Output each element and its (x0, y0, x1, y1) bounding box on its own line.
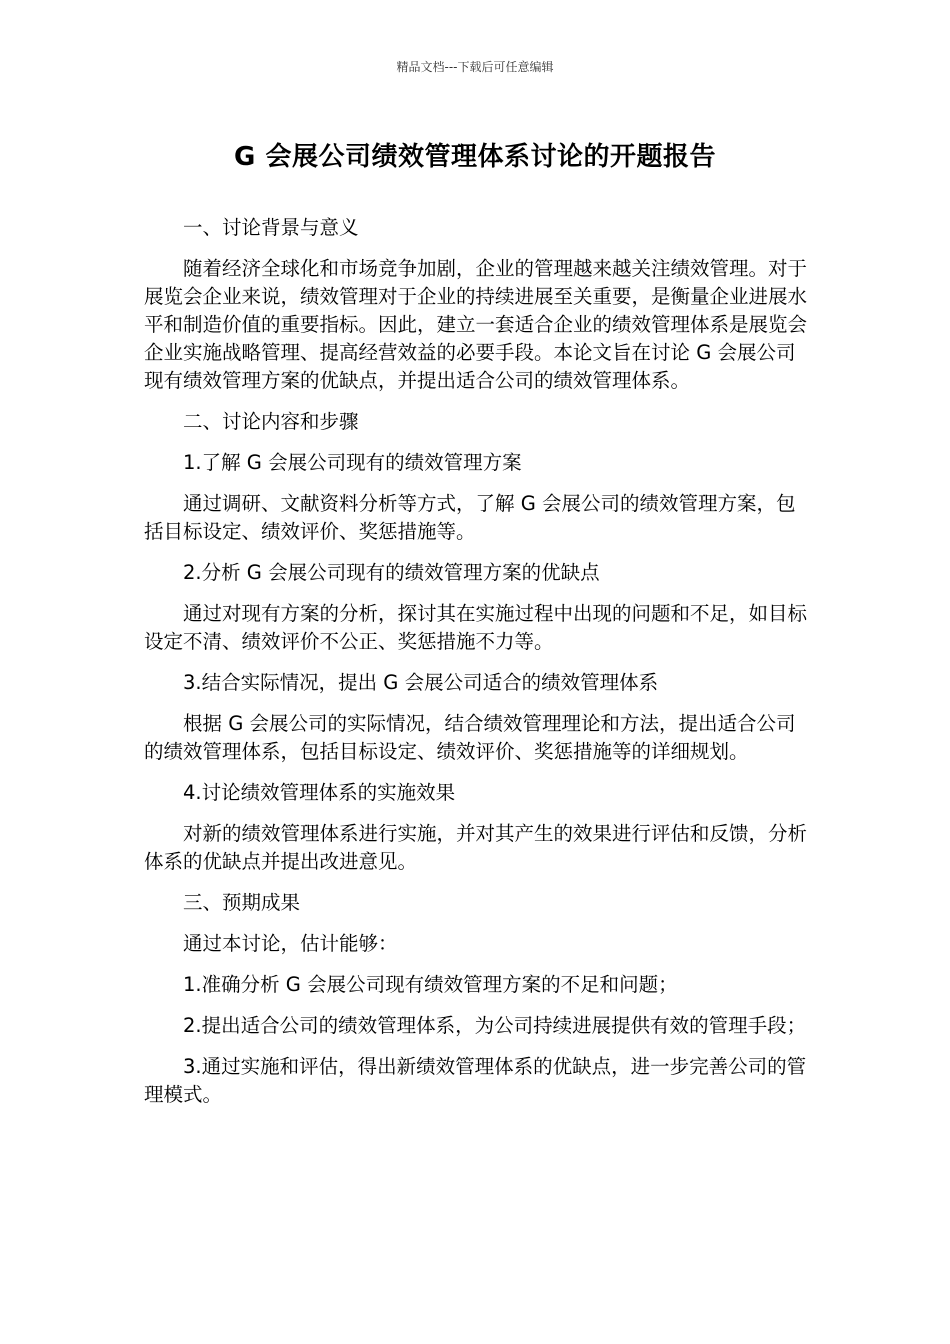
step-heading-4: 4.讨论绩效管理体系的实施效果 (183, 781, 456, 804)
step-paragraph-3: 根据 G 会展公司的实际情况，结合绩效管理理论和方法，提出适合公司的绩效管理体系，包括目标设定、绩效评价、奖惩措施等的详细规划。 (144, 712, 796, 763)
section-heading-expected-results: 三、预期成果 (183, 891, 301, 914)
document-title: G 会展公司绩效管理体系讨论的开题报告 (234, 142, 716, 172)
expected-result-2: 2.提出适合公司的绩效管理体系，为公司持续进展提供有效的管理手段； (183, 1014, 807, 1037)
paragraph-expected-intro: 通过本讨论，估计能够： (183, 932, 398, 955)
expected-result-3: 3.通过实施和评估，得出新绩效管理体系的优缺点，进一步完善公司的管理模式。 (144, 1055, 807, 1106)
step-heading-2: 2.分析 G 会展公司现有的绩效管理方案的优缺点 (183, 561, 600, 584)
step-heading-1: 1.了解 G 会展公司现有的绩效管理方案 (183, 451, 522, 474)
document-body (144, 214, 808, 1122)
paragraph-background: 随着经济全球化和市场竞争加剧，企业的管理越来越关注绩效管理。对于展览会企业来说，绩效管理对于企业的持续进展至关重要，是衡量企业进展水平和制造价值的重要指标。因此，建立一套适合企业的绩效管理体系是展览会企业实施战略管理、提高经营效益的必要手段。本论文旨在讨论 G 会展公司现有绩效管理方案的优缺点，并提出适合公司的绩效管理体系。 (144, 257, 808, 392)
step-heading-3: 3.结合实际情况，提出 G 会展公司适合的绩效管理体系 (183, 671, 659, 694)
step-paragraph-1: 通过调研、文献资料分析等方式，了解 G 会展公司的绩效管理方案，包括目标设定、绩效评价、奖惩措施等。 (144, 492, 796, 543)
step-paragraph-2: 通过对现有方案的分析，探讨其在实施过程中出现的问题和不足，如目标设定不清、绩效评价不公正、奖惩措施不力等。 (144, 602, 808, 653)
section-heading-content-steps: 二、讨论内容和步骤 (183, 410, 359, 433)
section-heading-background: 一、讨论背景与意义 (183, 216, 359, 239)
step-paragraph-4: 对新的绩效管理体系进行实施，并对其产生的效果进行评估和反馈，分析体系的优缺点并提出改进意见。 (144, 822, 808, 873)
expected-result-1: 1.准确分析 G 会展公司现有绩效管理方案的不足和问题； (183, 973, 678, 996)
header-note: 精品文档---下载后可任意编辑 (396, 60, 554, 74)
